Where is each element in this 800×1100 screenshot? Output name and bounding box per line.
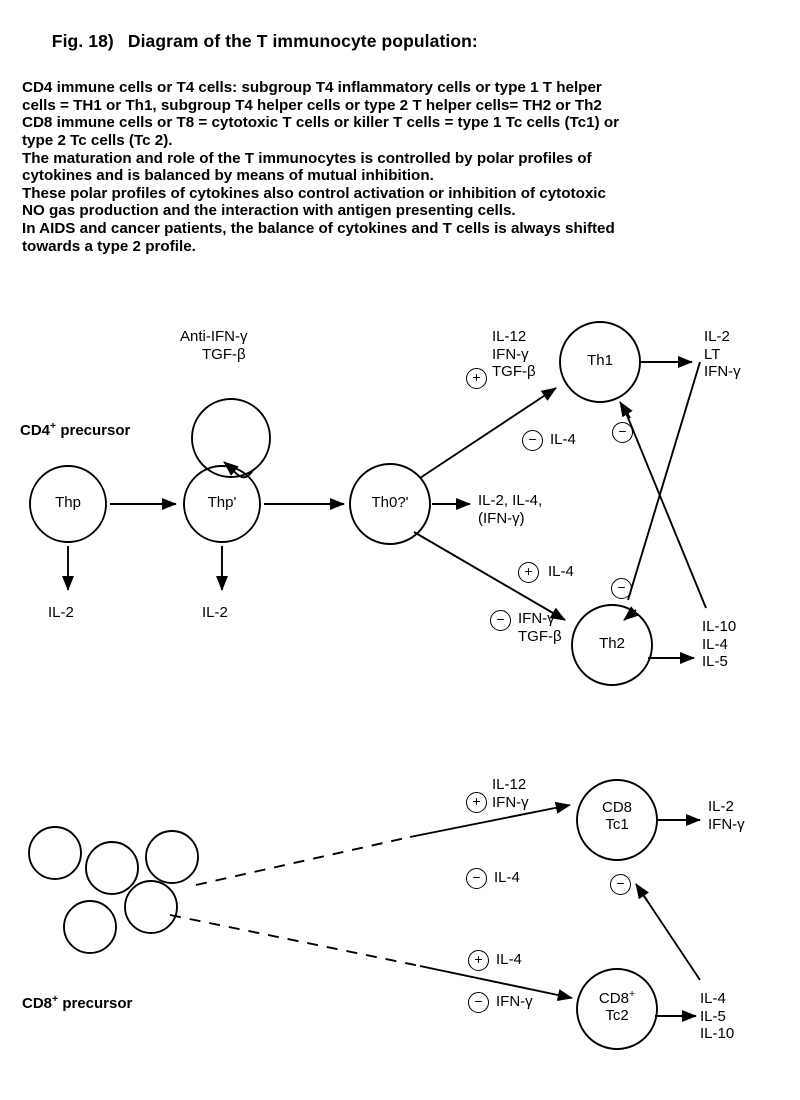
tc-cross-inhibit-sign: − <box>610 874 631 895</box>
tc2-input-minus-label: IFN-γ <box>496 993 533 1010</box>
diagram-vector-layer <box>0 290 800 1090</box>
node-th2-label: Th2 <box>599 635 625 652</box>
th2-input-plus-sign: + <box>518 562 539 583</box>
tc1-output-label: IL-2 IFN-γ <box>708 798 745 833</box>
precursor-circle-5 <box>64 901 116 953</box>
figure-number: Fig. 18) <box>51 31 114 51</box>
tc1-input-plus-sign: + <box>466 792 487 813</box>
caption-line-8: NO gas production and the interaction with antigen presenting cells. <box>22 202 516 220</box>
th1-input-plus-sign: + <box>466 368 487 389</box>
figure-title-line <box>22 10 782 73</box>
loop-circle <box>192 399 270 477</box>
arrow-inhibit-tc1-head <box>636 884 648 902</box>
th1-input-minus-sign: − <box>522 430 543 451</box>
th0-output-label: IL-2, IL-4, (IFN-γ) <box>478 492 543 527</box>
cd4-precursor-label: CD4+ precursor <box>20 420 131 439</box>
immunocyte-diagram <box>0 290 800 1090</box>
caption-line-7: These polar profiles of cytokines also control activation or inhibition of cytotoxic <box>22 184 606 202</box>
thp-prime-output-label: IL-2 <box>202 604 228 621</box>
line-th2-inhibits-th1 <box>624 408 706 608</box>
tc1-input-minus-label: IL-4 <box>494 869 520 886</box>
dashed-lead-to-tc1 <box>196 837 410 885</box>
page-title: Diagram of the T immunocyte population: <box>127 31 478 51</box>
th1-input-minus-label: IL-4 <box>550 431 576 448</box>
th1-cross-inhibit-sign: − <box>612 422 633 443</box>
caption-line-6: cytokines and is balanced by means of mutual inhibition. <box>22 167 434 185</box>
node-th1-label: Th1 <box>587 352 613 369</box>
tc1-input-minus-sign: − <box>466 868 487 889</box>
node-thp-label: Thp <box>55 494 81 511</box>
thp-output-label: IL-2 <box>48 604 74 621</box>
caption-line-3: CD8 immune cells or T8 = cytotoxic T cells or killer T cells = type 1 Tc cells (Tc1) or <box>22 114 620 132</box>
th2-input-minus-label: IFN-γ TGF-β <box>518 610 562 645</box>
arrow-inhibit-th2-head <box>624 610 636 620</box>
precursor-circle-3 <box>146 831 198 883</box>
th2-input-plus-label: IL-4 <box>548 563 574 580</box>
caption-line-5: The maturation and role of the T immunocytes is controlled by polar profiles of <box>22 149 592 167</box>
th1-output-label: IL-2 LT IFN-γ <box>704 328 741 381</box>
node-th0-label: Th0?' <box>371 494 409 511</box>
node-tc1-label: CD8 Tc1 <box>601 799 632 833</box>
cd8-precursor-label: CD8+ precursor <box>22 993 133 1012</box>
arrow-to-tc1 <box>410 805 570 837</box>
line-tc2-inhibits-tc1 <box>640 890 700 980</box>
precursor-circle-4 <box>125 881 177 933</box>
caption-line-2: cells = TH1 or Th1, subgroup T4 helper cells or type 2 T helper cells= TH2 or Th2 <box>22 96 602 114</box>
tc2-input-plus-sign: + <box>468 950 489 971</box>
caption-line-10: towards a type 2 profile. <box>22 237 196 255</box>
loop-label: Anti-IFN-γ TGF-β <box>180 328 248 363</box>
caption-line-9: In AIDS and cancer patients, the balance of cytokines and T cells is always shifted <box>22 220 615 237</box>
th2-input-minus-sign: − <box>490 610 511 631</box>
tc1-input-plus-label: IL-12 IFN-γ <box>492 776 529 811</box>
th2-cross-inhibit-sign: − <box>611 578 632 599</box>
arrow-th0-to-th2 <box>414 532 565 620</box>
th2-output-label: IL-10 IL-4 IL-5 <box>702 618 737 671</box>
dashed-lead-to-tc2 <box>170 915 420 966</box>
node-thp-prime-label: Thp' <box>207 494 237 511</box>
tc2-input-minus-sign: − <box>468 992 489 1013</box>
figure-caption <box>22 10 782 255</box>
precursor-circle-1 <box>29 827 81 879</box>
precursor-circle-2 <box>86 842 138 894</box>
caption-line-4: type 2 Tc cells (Tc 2). <box>22 131 173 149</box>
th1-input-cytokines: IL-12 IFN-γ TGF-β <box>492 328 536 381</box>
arrow-inhibit-th1-head <box>620 402 630 418</box>
tc2-output-label: IL-4 IL-5 IL-10 <box>700 990 735 1043</box>
caption-body <box>22 79 782 255</box>
node-tc2-label: CD8+ Tc2 <box>598 988 636 1024</box>
tc2-input-plus-label: IL-4 <box>496 951 522 968</box>
caption-line-1: CD4 immune cells or T4 cells: subgroup T4 inflammatory cells or type 1 T helper <box>22 79 602 96</box>
line-th1-inhibits-th2 <box>628 362 700 600</box>
